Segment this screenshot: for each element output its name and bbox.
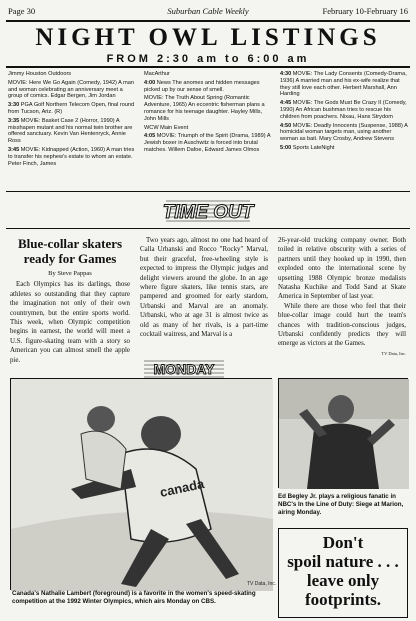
listings-column-1 xyxy=(8,71,136,169)
issue-dates: February 10-February 16 xyxy=(322,6,408,16)
ad-line: leave only xyxy=(306,571,380,590)
time-out-banner xyxy=(162,197,254,223)
listing-entry: 4:50 MOVIE: Deadly Innocents (Suspense, 1988) A homicidal woman targets man, using another woman as bait. Mary Crosby, Andrew Stevens xyxy=(280,122,408,143)
article-text: Two years ago, almost no one had heard of Calla Urbanski and Rocco "Rocky" Marval, but their graceful, free-wheeling style is expected to impress the Olympic judges and delight viewers around the globe. In an age where figure skaters, like tennis stars, are pampered and groomed for early stardom, Urbanski and Marval are an anomaly. Urbanski, who at age 31 is almost twice as old as many of her rivals, is a part-time cocktail waitress, and Marval is a xyxy=(140,237,268,339)
masthead: Suburban Cable Weekly xyxy=(167,6,249,16)
listing-entry: WCW Main Event xyxy=(144,124,189,131)
ad-line: footprints. xyxy=(304,590,382,609)
svg-text:TV Data, Inc.: TV Data, Inc. xyxy=(247,581,277,587)
listings-time-range: FROM 2:30 am to 6:00 am xyxy=(106,53,310,65)
article-column-1 xyxy=(10,236,130,365)
listing-entry: 4:30 MOVIE: The Lady Consents (Comedy-Drama, 1936) A married man and his ex-wife realize that they still love each other. Herbert Marshall, Ann Harding xyxy=(280,71,407,98)
listing-entry: 4:05 MOVIE: Triumph of the Spirit (Drama, 1989) A Jewish boxer in Auschwitz is forced into brutal matches. Willem Dafoe, Edward James Olmos xyxy=(144,133,271,153)
page-number: Page 30 xyxy=(8,6,36,16)
section-divider xyxy=(6,191,410,192)
page-header xyxy=(6,4,410,20)
article-credit: TV Data, Inc. xyxy=(381,350,406,356)
article-byline: By Steve Pappas xyxy=(48,270,92,277)
article-text: 26-year-old trucking company owner. Both toiled in relative obscurity with a series of partners until they hooked up in 1990, then exploded onto the international scene by upsetting 1988 Olympic bronze medalists Natasha Kuchike and Todd Sand at Skate America in September of last year. xyxy=(278,237,406,301)
ad-line: Don't xyxy=(322,533,364,552)
listings-title-box xyxy=(6,20,410,68)
listing-entry: MacArthur xyxy=(144,71,170,77)
listing-entry: 3:30 PGA Golf Northern Telecom Open, final round from Tucson, Ariz. (R) xyxy=(8,102,135,115)
listing-entry: MOVIE: Here We Go Again (Comedy, 1942) A man and woman celebrating an anniversary meet a group of comics. Edgar Bergen, Jim Jordan xyxy=(8,79,135,100)
article-text: Each Olympics has its darlings, those athletes so outstanding that they capture the imagination not only of their own countrymen, but the entire sports world. This week, when Olympic competition begins in earnest, the world will meet a U.S. figure-skating team with a story so American you can almost smell the apple pie. xyxy=(10,281,130,364)
listings-column-2 xyxy=(144,71,272,156)
section-divider xyxy=(6,228,410,229)
svg-text:TIME OUT: TIME OUT xyxy=(162,202,254,223)
ad-line: spoil nature . . . xyxy=(287,552,399,571)
monday-banner xyxy=(144,358,224,378)
article-column-2 xyxy=(140,236,268,339)
speed-skating-caption: Canada's Nathalie Lambert (foreground) is a favorite in the women's speed-skating competition at the 1992 Winter Olympics, which airs Monday on CBS. xyxy=(12,590,256,605)
listing-entry: Jimmy Houston Outdoors xyxy=(8,71,72,77)
listing-entry: 4:00 News The anomes and hidden messages picked up by our sense of smell. xyxy=(144,79,260,93)
listings-title: NIGHT OWL LISTINGS xyxy=(35,24,381,51)
ed-begley-photo xyxy=(278,378,408,488)
listing-entry: 4:45 MOVIE: The Gods Must Be Crazy II (Comedy, 1990) An African bushman tries to rescue his children from poachers. Nixau, Hans Strydom xyxy=(280,100,407,120)
actor-image xyxy=(279,379,409,489)
night-owl-listings xyxy=(6,71,410,189)
listing-entry: 5:00 Sports LateNight xyxy=(280,144,335,151)
listings-column-3 xyxy=(280,71,408,154)
speed-skating-photo xyxy=(10,378,277,590)
article-headline: Blue-collar skaters ready for Games xyxy=(17,236,123,266)
ed-begley-caption: Ed Begley Jr. plays a religious fanatic in NBC's In the Line of Duty: Siege at Marion, airing Monday. xyxy=(278,493,404,516)
listing-entry: MOVIE: The Truth About Spring (Romantic Adventure, 1965) An eccentric fisherman plans a romance for his teenage daughter. Hayley Mills, John Mills xyxy=(144,95,265,122)
public-service-ad xyxy=(278,528,408,618)
listing-entry: 3:45 MOVIE: Kidnapped (Action, 1960) A man tries to transfer his nephew's estate to whom an estate. Peter Finch, James xyxy=(8,146,135,167)
listing-entry: 3:35 MOVIE: Basket Case 2 (Horror, 1990) A misshapen mutant and his normal twin brother are offered sanctuary. Kevin Van Hentenryck, Annie Ross xyxy=(8,117,133,145)
svg-text:canada: canada xyxy=(158,475,206,500)
article-column-3 xyxy=(278,236,406,358)
speed-skaters-image xyxy=(11,379,277,591)
time-out-logo xyxy=(162,197,254,223)
monday-logo xyxy=(144,358,224,378)
article-text: While there are those who feel that their blue-collar image could hurt the team's chances with tradition-conscious judges, Urbanski confidently predicts they will emerge as victors at the Games. xyxy=(278,302,406,348)
newspaper-page xyxy=(6,4,410,617)
svg-text:MONDAY: MONDAY xyxy=(153,361,215,377)
